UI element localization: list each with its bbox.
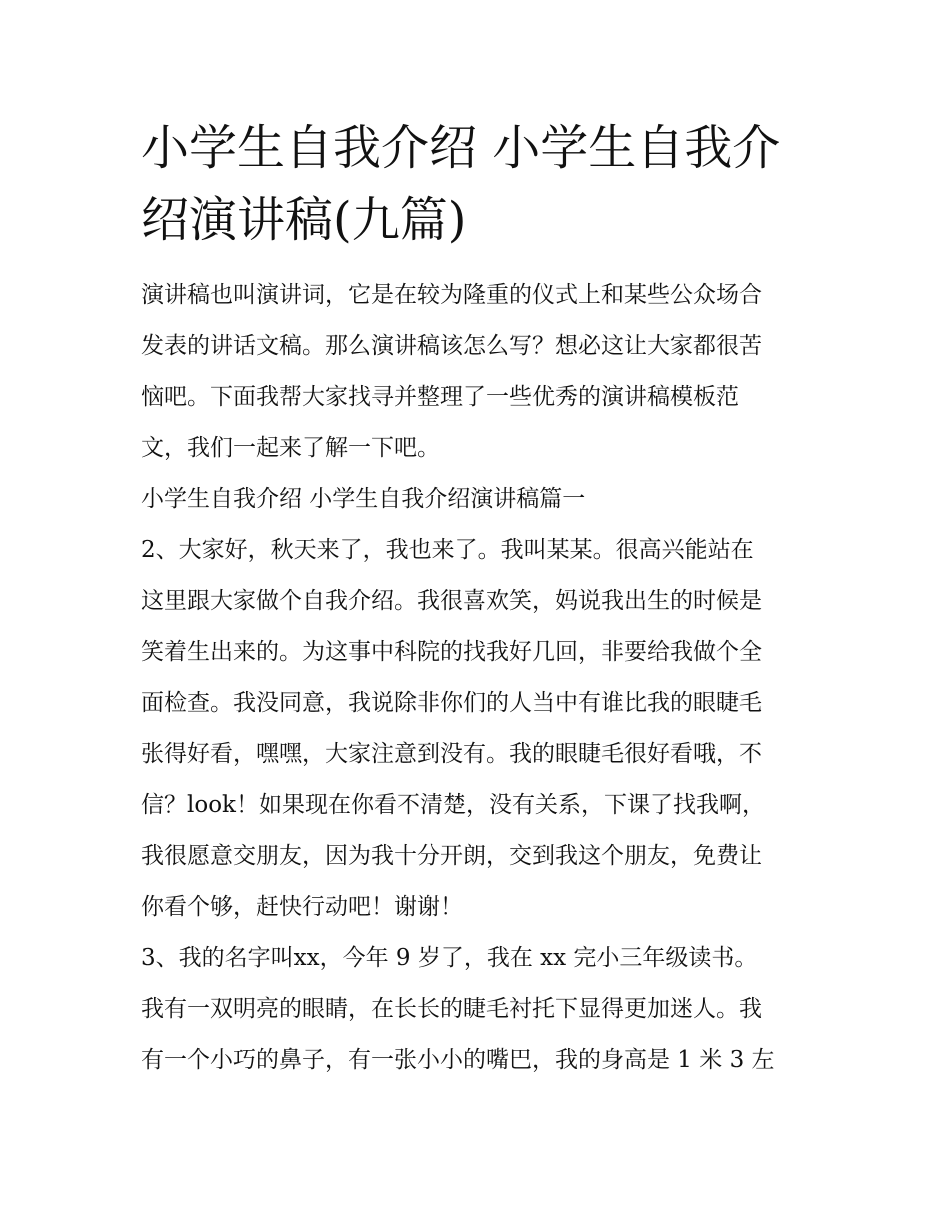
text-line: 这里跟大家做个自我介绍。我很喜欢笑，妈说我出生的时候是 xyxy=(141,588,762,614)
paragraph-2 xyxy=(141,525,813,933)
paragraph-3 xyxy=(141,933,813,1086)
text-line: 信？look！如果现在你看不清楚，没有关系，下课了找我啊， xyxy=(141,792,765,818)
text-line: 我很愿意交朋友，因为我十分开朗，交到我这个朋友，免费让 xyxy=(141,843,762,869)
text-line: 发表的讲话文稿。那么演讲稿该怎么写？想必这让大家都很苦 xyxy=(141,333,762,359)
page-title xyxy=(141,112,813,256)
intro-paragraph xyxy=(141,270,813,474)
title-line: 小学生自我介绍 小学生自我介 xyxy=(141,120,781,176)
section-heading-text: 小学生自我介绍 小学生自我介绍演讲稿篇一 xyxy=(141,486,586,512)
section-heading xyxy=(141,474,813,525)
text-line: 演讲稿也叫演讲词，它是在较为隆重的仪式上和某些公众场合 xyxy=(141,282,762,308)
text-line: 张得好看，嘿嘿，大家注意到没有。我的眼睫毛很好看哦，不 xyxy=(141,741,762,767)
text-line: 你看个够，赶快行动吧！谢谢！ xyxy=(141,894,463,920)
text-line: 有一个小巧的鼻子，有一张小小的嘴巴，我的身高是 1 米 3 左 xyxy=(141,1047,775,1073)
text-line: 3、我的名字叫xx，今年 9 岁了，我在 xx 完小三年级读书。 xyxy=(141,945,758,971)
document-content xyxy=(141,112,813,1086)
text-line: 恼吧。下面我帮大家找寻并整理了一些优秀的演讲稿模板范 xyxy=(141,384,739,410)
text-line: 2、大家好，秋天来了，我也来了。我叫某某。很高兴能站在 xyxy=(141,537,754,563)
text-line: 我有一双明亮的眼睛，在长长的睫毛衬托下显得更加迷人。我 xyxy=(141,996,762,1022)
text-line: 文，我们一起来了解一下吧。 xyxy=(141,435,440,461)
text-line: 面检查。我没同意，我说除非你们的人当中有谁比我的眼睫毛 xyxy=(141,690,762,716)
text-line: 笑着生出来的。为这事中科院的找我好几回，非要给我做个全 xyxy=(141,639,762,665)
title-line: 绍演讲稿(九篇) xyxy=(141,192,467,248)
